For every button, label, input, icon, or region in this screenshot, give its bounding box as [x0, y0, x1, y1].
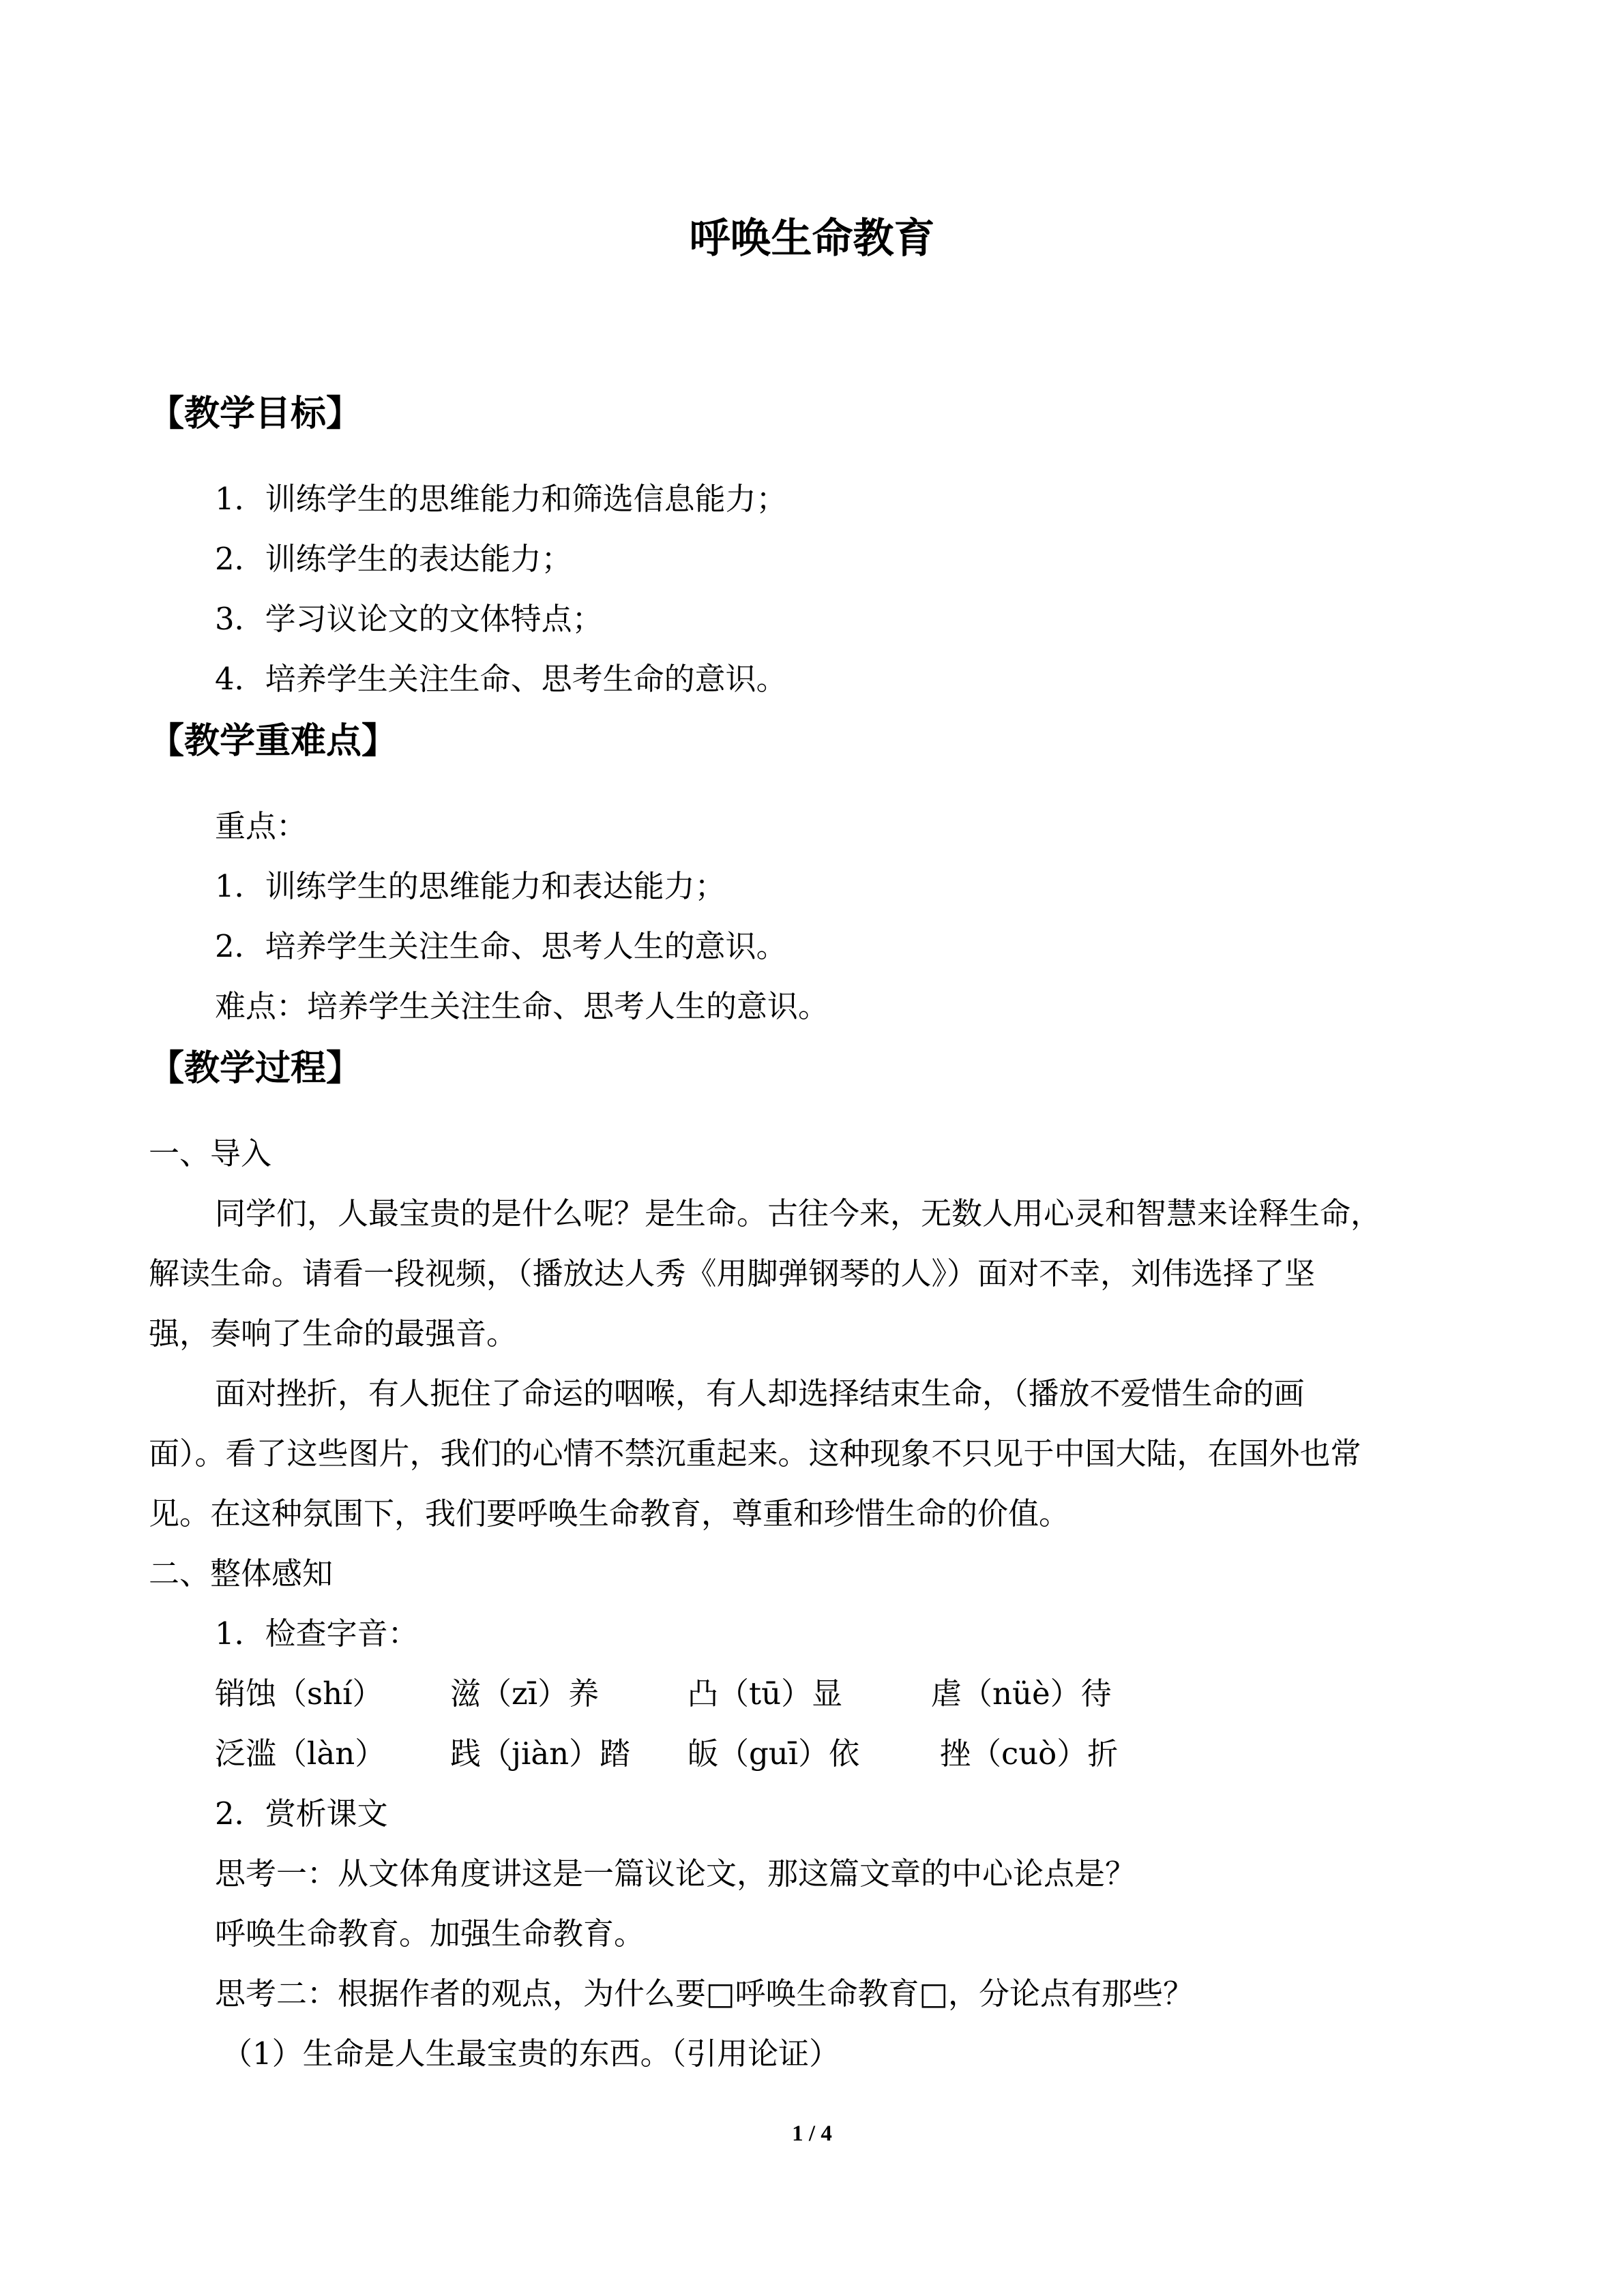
- goal-item-2: 2．训练学生的表达能力；: [215, 541, 572, 577]
- pronunciation-check-label: 1．检查字音：: [215, 1615, 419, 1652]
- intro-heading: 一、导入: [149, 1135, 272, 1172]
- key-points-label: 重点：: [215, 808, 308, 844]
- appreciate-text-label: 2．赏析课文: [215, 1795, 388, 1832]
- intro-paragraph-2-line-3: 见。在这种氛围下，我们要呼唤生命教育，尊重和珍惜生命的价值。: [149, 1495, 1070, 1532]
- overview-heading: 二、整体感知: [149, 1555, 334, 1592]
- pinyin-word: 挫（cuò）折: [940, 1735, 1119, 1772]
- pinyin-word: 销蚀（shí）: [215, 1675, 383, 1712]
- question-1: 思考一：从文体角度讲这是一篇议论文，那这篇文章的中心论点是？: [215, 1855, 1136, 1892]
- intro-paragraph-1-line-3: 强，奏响了生命的最强音。: [149, 1315, 518, 1352]
- section-heading-goals: 【教学目标】: [149, 393, 362, 434]
- goal-item-1: 1．训练学生的思维能力和筛选信息能力；: [215, 481, 787, 517]
- answer-1: 呼唤生命教育。加强生命教育。: [215, 1915, 645, 1952]
- pinyin-word: 泛滥（làn）: [215, 1735, 386, 1772]
- intro-paragraph-2-line-2: 面）。看了这些图片，我们的心情不禁沉重起来。这种现象不只见于中国大陆，在国外也常: [149, 1435, 1361, 1472]
- answer-2: （1）生命是人生最宝贵的东西。（引用论证）: [222, 2036, 840, 2072]
- pinyin-word: 皈（guī）依: [688, 1735, 860, 1772]
- pinyin-word: 践（jiàn）踏: [450, 1735, 631, 1772]
- difficulty-text: 难点：培养学生关注生命、思考人生的意识。: [215, 988, 829, 1024]
- intro-paragraph-1-line-2: 解读生命。请看一段视频，（播放达人秀《用脚弹钢琴的人》）面对不幸，刘伟选择了坚: [149, 1255, 1316, 1292]
- key-point-item-1: 1．训练学生的思维能力和表达能力；: [215, 868, 726, 904]
- question-2: 思考二：根据作者的观点，为什么要□呼唤生命教育□，分论点有那些？: [215, 1976, 1194, 2012]
- document-title: 呼唤生命教育: [689, 215, 935, 263]
- pinyin-word: 滋（zī）养: [450, 1675, 600, 1712]
- goal-item-4: 4．培养学生关注生命、思考生命的意识。: [215, 661, 787, 697]
- intro-paragraph-2-line-1: 面对挫折，有人扼住了命运的咽喉，有人却选择结束生命，（播放不爱惜生命的画: [215, 1375, 1305, 1412]
- section-heading-process: 【教学过程】: [149, 1048, 362, 1089]
- pinyin-word: 凸（tū）显: [688, 1675, 843, 1712]
- page-number: 1 / 4: [792, 2121, 832, 2146]
- goal-item-3: 3．学习议论文的文体特点；: [215, 601, 603, 637]
- intro-paragraph-1-line-1: 同学们，人最宝贵的是什么呢？是生命。古往今来，无数人用心灵和智慧来诠释生命，: [215, 1195, 1382, 1232]
- section-heading-difficulties: 【教学重难点】: [149, 721, 398, 762]
- key-point-item-2: 2．培养学生关注生命、思考人生的意识。: [215, 928, 787, 964]
- pinyin-word: 虐（nüè）待: [931, 1675, 1112, 1712]
